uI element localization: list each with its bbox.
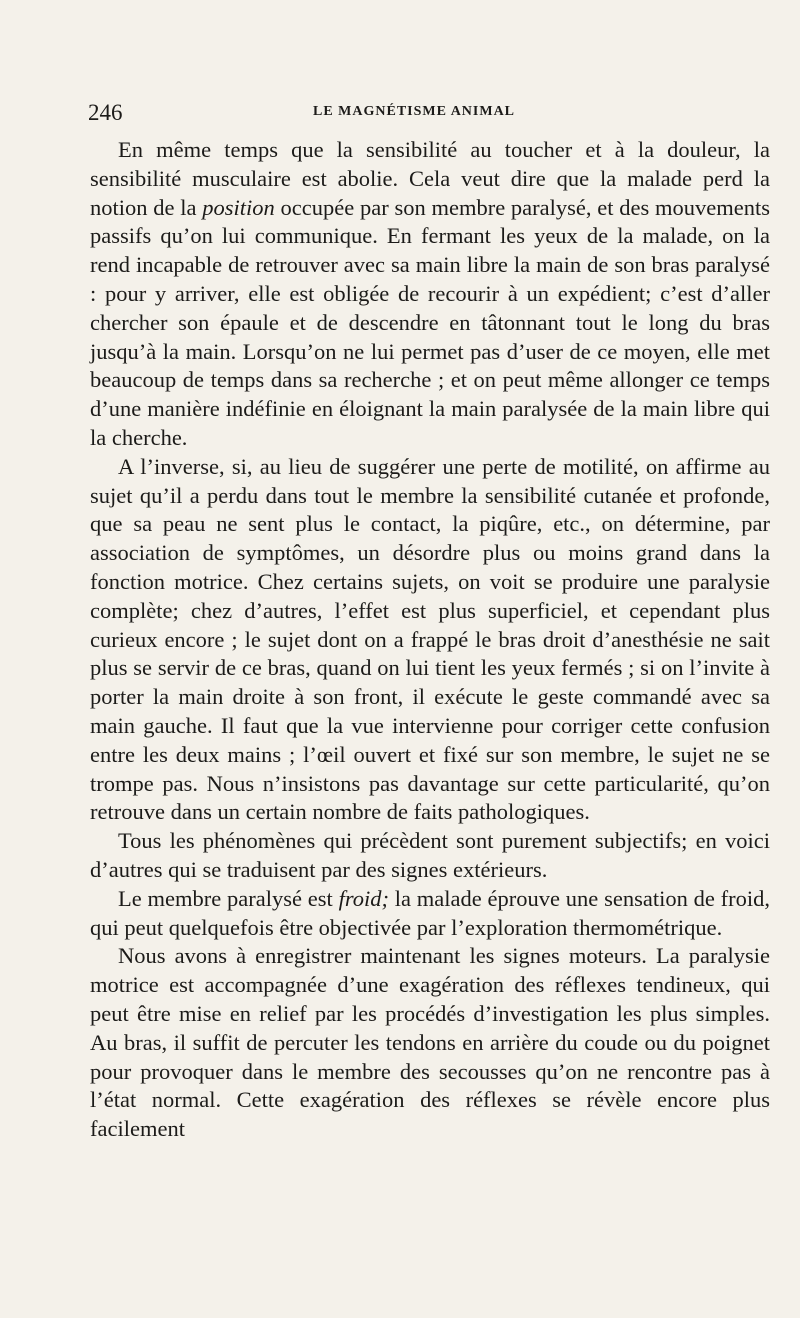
paragraph-1	[90, 136, 770, 453]
paragraph-text: En même temps que la sensibilité au toucher et à la douleur, la sensibilité musculaire est abolie. Cela veut dire que la malade perd la notion de la	[90, 137, 770, 220]
paragraph-3: Tous les phénomènes qui précèdent sont purement subjectifs; en voici d’autres qui se traduisent par des signes extérieurs.	[90, 828, 770, 882]
running-title: LE MAGNÉTISME ANIMAL	[313, 104, 516, 119]
italic-term: froid;	[338, 885, 389, 911]
paragraph-text: occupée par son membre paralysé, et des mouvements passifs qu’on lui communique. En fermant les yeux de la malade, on la rend incapable de retrouver avec sa main libre la main de son bras paralysé : pour y arriver, elle est obligée de recourir à un expédient; c’est d’aller chercher son épaule et de descendre en tâtonnant tout le long du bras jusqu’à la main. Lorsqu’on ne lui permet pas d’user de ce moyen, elle met beaucoup de temps dans sa recherche ; et on peut même allonger ce temps d’une manière indéfinie en éloignant la main paralysée de la main libre qui la cherche.	[90, 194, 770, 450]
paragraph-4	[90, 885, 770, 943]
paragraph-text: Le membre paralysé est	[118, 885, 339, 911]
paragraph-text: la malade éprouve une sensation de froid, qui peut quelquefois être objectivée par l’exploration thermométrique.	[90, 885, 770, 940]
paragraph-5: Nous avons à enregistrer maintenant les signes moteurs. La paralysie motrice est accompagnée d’une exagération des réflexes tendineux, qui peut être mise en relief par les procédés d’investigation les plus simples. Au bras, il suffit de percuter les tendons en arrière du coude ou du poignet pour provoquer dans le membre des secousses qu’on ne rencontre pas à l’état normal. Cette exagération des réflexes se révèle encore plus facilement	[90, 943, 770, 1142]
page-header	[88, 100, 768, 130]
paragraph-2: A l’inverse, si, au lieu de suggérer une perte de motilité, on affirme au sujet qu’il a perdu dans tout le membre la sensibilité cutanée et profonde, que sa peau ne sent plus le contact, la piqûre, etc., on détermine, par association de symptômes, un désordre plus ou moins grand dans la fonction motrice. Chez certains sujets, on voit se produire une paralysie complète; chez d’autres, l’effet est plus superficiel, et cependant plus curieux encore ; le sujet dont on a frappé le bras droit d’anesthésie ne sait plus se servir de ce bras, quand on lui tient les yeux fermés ; si on l’invite à porter la main droite à son front, il exécute le geste commandé avec sa main gauche. Il faut que la vue intervienne pour corriger cette confusion entre les deux mains ; l’œil ouvert et fixé sur son membre, le sujet ne se trompe pas. Nous n’insistons pas davantage sur cette particularité, qu’on retrouve dans un certain nombre de faits pathologiques.	[90, 453, 770, 825]
page-body	[90, 136, 770, 1144]
page-number: 246	[88, 100, 123, 125]
italic-term: position	[202, 194, 275, 220]
